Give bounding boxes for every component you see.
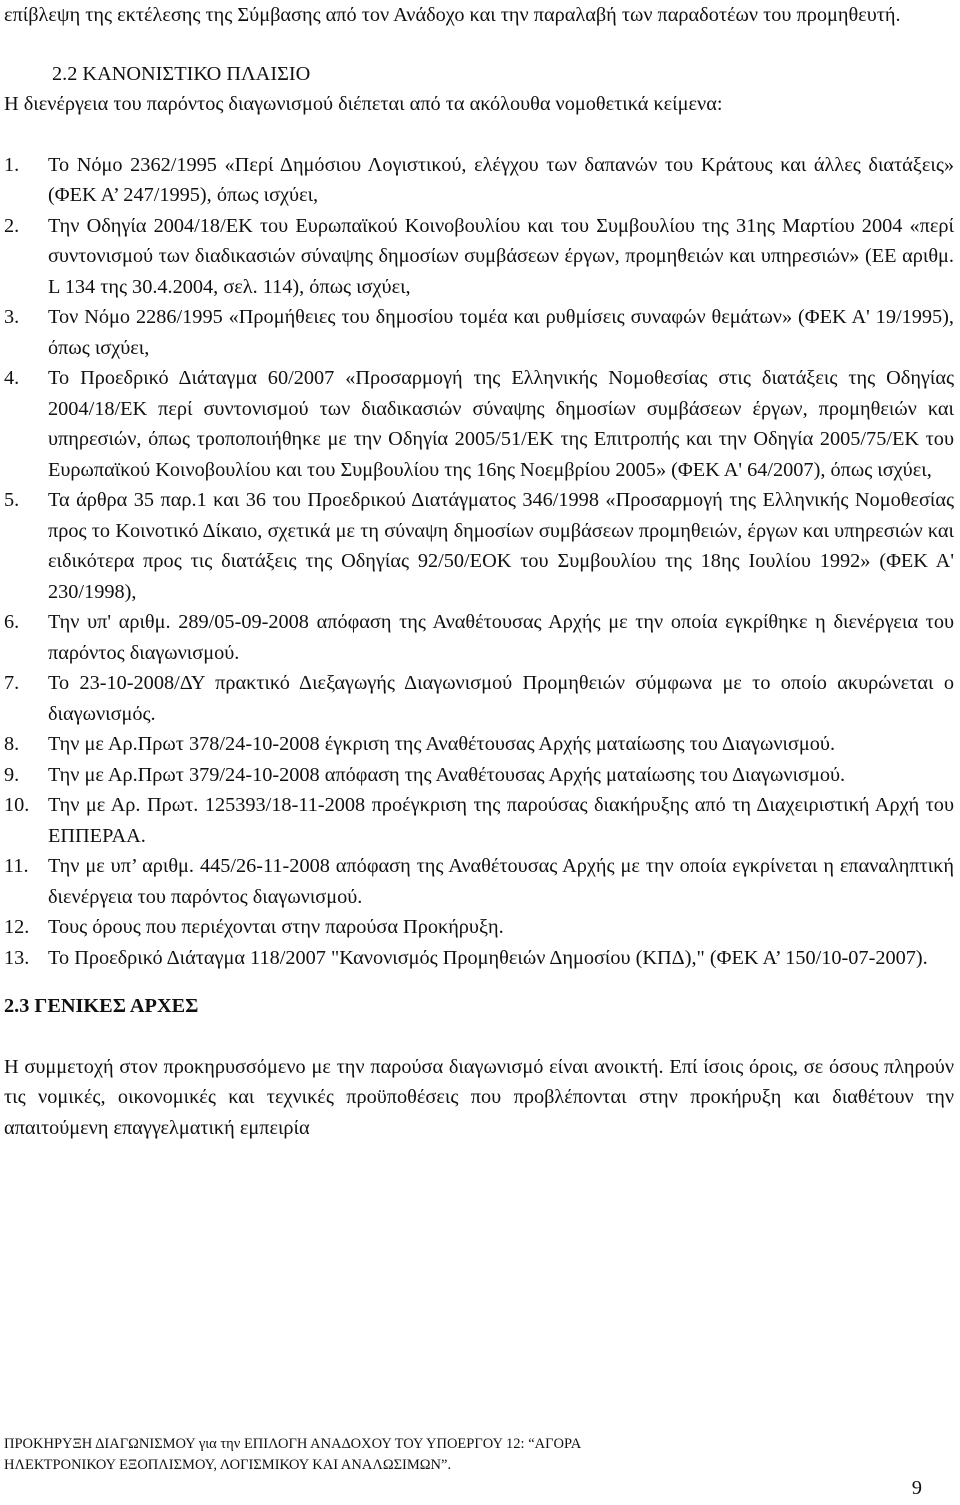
section-2-2-heading: 2.2 ΚΑΝΟΝΙΣΤΙΚΟ ΠΛΑΙΣΙΟ bbox=[52, 62, 311, 85]
list-item: 1. Το Νόμο 2362/1995 «Περί Δημόσιου Λογιστικού, ελέγχου των δαπανών του Κράτους και άλλες διατάξεις» (ΦΕΚ Α’ 247/1995), όπως ισχύει, bbox=[4, 153, 954, 206]
footer-line-1: ΠΡΟΚΗΡΥΞΗ ΔΙΑΓΩΝΙΣΜΟΥ για την ΕΠΙΛΟΓΗ ΑΝΑΔΟΧΟΥ ΤΟΥ ΥΠΟΕΡΓΟΥ 12: “ΑΓΟΡΑ bbox=[4, 1436, 582, 1452]
list-item: 7. Το 23-10-2008/ΔΥ πρακτικό Διεξαγωγής Διαγωνισμού Προμηθειών σύμφωνα με το οποίο ακυρώνεται ο διαγωνισμός. bbox=[4, 672, 954, 725]
footer-line-2: ΗΛΕΚΤΡΟΝΙΚΟΥ ΕΞΟΠΛΙΣΜΟΥ, ΛΟΓΙΣΜΙΚΟΥ ΚΑΙ ΑΝΑΛΩΣΙΜΩΝ”. bbox=[4, 1457, 452, 1473]
list-item: 9. Την με Αρ.Πρωτ 379/24-10-2008 απόφαση της Αναθέτουσας Αρχής ματαίωσης του Διαγωνισμού. bbox=[4, 763, 846, 786]
section-2-2-lead: Η διενέργεια του παρόντος διαγωνισμού διέπεται από τα ακόλουθα νομοθετικά κείμενα: bbox=[4, 93, 723, 115]
list-item: 3. Τον Νόμο 2286/1995 «Προμήθειες του δημοσίου τομέα και ρυθμίσεις συναφών θεμάτων» (ΦΕΚ Α' 19/1995), όπως ισχύει, bbox=[4, 306, 954, 359]
list-item: 2. Την Οδηγία 2004/18/ΕΚ του Ευρωπαϊκού Κοινοβουλίου και του Συμβουλίου της 31ης Μαρτίου 2004 «περί συντονισμού των διαδικασιών σύναψης δημοσίων συμβάσεων έργων, προμηθειών και υπηρεσιών» (ΕΕ αριθμ. L 134 της 30.4.2004, σελ. 114), όπως ισχύει, bbox=[4, 214, 954, 298]
list-item: 11. Την με υπ’ αριθμ. 445/26-11-2008 απόφαση της Αναθέτουσας Αρχής με την οποία εγκρίνεται η επαναληπτική διενέργεια του παρόντος διαγωνισμού. bbox=[4, 855, 954, 908]
list-item: 10. Την με Αρ. Πρωτ. 125393/18-11-2008 προέγκριση της παρούσας διακήρυξης από τη Διαχειριστική Αρχή του ΕΠΠΕΡΑΑ. bbox=[4, 794, 954, 847]
list-item: 5. Τα άρθρα 35 παρ.1 και 36 του Προεδρικού Διατάγματος 346/1998 «Προσαρμογή της Ελληνικής Νομοθεσίας προς το Κοινοτικό Δίκαιο, σχετικά με τη σύναψη δημοσίων συμβάσεων προμηθειών, έργων και υπηρεσιών και ειδικότερα προς τις διατάξεις της Οδηγίας 92/50/ΕΟΚ του Συμβουλίου της 18ης Ιουλίου 1992» (ΦΕΚ Α' 230/1998), bbox=[4, 489, 954, 603]
list-item: 13. Το Προεδρικό Διάταγμα 118/2007 "Κανονισμός Προμηθειών Δημοσίου (ΚΠΔ)," (ΦΕΚ Α’ 150/10-07-2007). bbox=[4, 946, 928, 969]
list-item: 4. Το Προεδρικό Διάταγμα 60/2007 «Προσαρμογή της Ελληνικής Νομοθεσίας στις διατάξεις της Οδηγίας 2004/18/ΕΚ περί συντονισμού των διαδικασιών σύναψης δημοσίων συμβάσεων έργων, προμηθειών και υπηρεσιών, όπως τροποποιήθηκε με την Οδηγία 2005/51/ΕΚ της Επιτροπής και την Οδηγία 2005/75/ΕΚ του Ευρωπαϊκού Κοινοβουλίου και του Συμβουλίου της 16ης Νοεμβρίου 2005» (ΦΕΚ Α' 64/2007), όπως ισχύει, bbox=[4, 367, 954, 481]
list-item: 6. Την υπ' αριθμ. 289/05-09-2008 απόφαση της Αναθέτουσας Αρχής με την οποία εγκρίθηκε η διενέργεια του παρόντος διαγωνισμού. bbox=[4, 611, 954, 664]
page-footer bbox=[4, 1434, 904, 1476]
list-item: 8. Την με Αρ.Πρωτ 378/24-10-2008 έγκριση της Αναθέτουσας Αρχής ματαίωσης του Διαγωνισμού. bbox=[4, 733, 836, 755]
page-number: 9 bbox=[911, 1477, 922, 1499]
document-page bbox=[4, 0, 954, 1143]
legislation-list bbox=[4, 150, 954, 974]
section-2-3-heading: 2.3 ΓΕΝΙΚΕΣ ΑΡΧΕΣ bbox=[4, 995, 199, 1017]
intro-paragraph: επίβλεψη της εκτέλεσης της Σύμβασης από τον Ανάδοχο και την παραλαβή των παραδοτέων του προμηθευτή. bbox=[4, 4, 901, 26]
section-2-3-paragraph: Η συμμετοχή στον προκηρυσσόμενο με την παρούσα διαγωνισμό είναι ανοικτή. Επί ίσοις όροις, σε όσους πληρούν τις νομικές, οικονομικές και τεχνικές προϋποθέσεις που προβλέπονται στην προκήρυξη και διαθέτουν την απαιτούμενη επαγγελματική εμπειρία bbox=[4, 1055, 954, 1139]
list-item: 12. Τους όρους που περιέχονται στην παρούσα Προκήρυξη. bbox=[4, 916, 504, 938]
